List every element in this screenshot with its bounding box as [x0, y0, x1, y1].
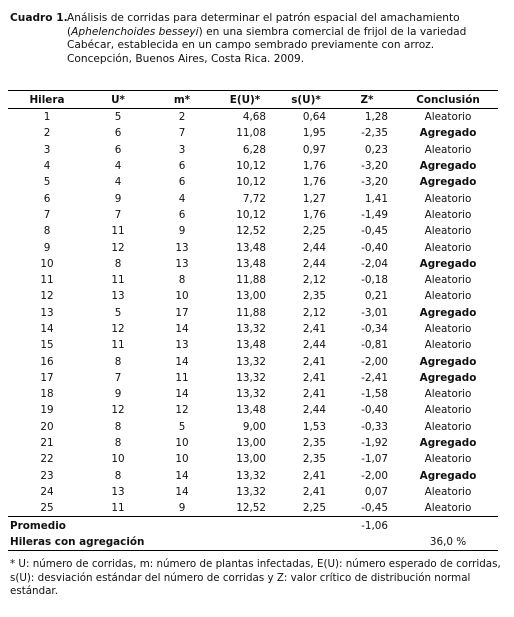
cell-conclusion: Aleatorio [424, 111, 472, 124]
cell-m: 8 [178, 274, 186, 287]
table-row [8, 435, 498, 451]
cell-su: 2,12 [302, 306, 326, 319]
cell-conclusion: Agregado [419, 176, 477, 189]
cell-eu: 12,52 [236, 225, 266, 238]
cell-su: 2,44 [302, 404, 326, 417]
cell-eu: 12,52 [236, 502, 266, 515]
cell-u: 5 [114, 111, 122, 124]
cell-z: -2,41 [361, 371, 388, 384]
cell-su: 2,44 [302, 241, 326, 254]
cell-su: 1,76 [302, 208, 326, 221]
cell-m: 3 [178, 143, 186, 156]
cell-su: 0,97 [302, 143, 326, 156]
table-body [8, 109, 498, 551]
cell-eu: 13,48 [236, 241, 266, 254]
cell-eu: 10,12 [236, 208, 266, 221]
cell-z: -0,40 [361, 241, 388, 254]
cell-u: 11 [111, 274, 125, 287]
cell-conclusion: Agregado [419, 371, 477, 384]
table-row [8, 484, 498, 500]
cell-su: 1,76 [302, 176, 326, 189]
cell-eu: 10,12 [236, 176, 266, 189]
cell-m: 7 [178, 127, 186, 140]
cell-hilera: 19 [40, 404, 54, 417]
cell-z: -0,81 [361, 339, 388, 352]
cell-conclusion: Aleatorio [424, 208, 472, 221]
table-row [8, 239, 498, 255]
cell-z: -0,45 [361, 502, 388, 515]
cell-hilera: 24 [40, 485, 54, 498]
table-row [8, 402, 498, 418]
table-row [8, 174, 498, 190]
cell-conclusion: Aleatorio [424, 192, 472, 205]
table-row [8, 158, 498, 174]
cell-m: 14 [175, 323, 189, 335]
table-row [8, 109, 498, 126]
cell-hilera: 4 [43, 160, 51, 173]
cell-m: 14 [175, 388, 189, 401]
cell-m: 13 [175, 339, 189, 352]
cell-conclusion: Aleatorio [424, 388, 472, 401]
caption-label: Cuadro 1. [10, 12, 68, 24]
cell-eu: 6,28 [242, 143, 266, 156]
cell-hilera: 9 [43, 241, 51, 254]
cell-hilera: 23 [40, 469, 54, 482]
table-header-row [8, 91, 498, 109]
cell-z: -1,92 [361, 437, 388, 450]
cell-m: 9 [178, 502, 186, 515]
cell-m: 13 [175, 241, 189, 254]
cell-eu: 13,00 [236, 437, 266, 450]
cell-su: 2,41 [302, 355, 326, 368]
cell-z: -1,58 [361, 388, 388, 401]
header-conclusion: Conclusión [398, 91, 498, 109]
table-row [8, 370, 498, 386]
cell-eu: 13,32 [236, 355, 266, 368]
cell-u: 6 [114, 127, 122, 140]
cell-hilera: 1 [43, 111, 51, 124]
cell-z: -0,33 [361, 420, 388, 433]
cell-su: 2,41 [302, 469, 326, 482]
cell-eu: 13,48 [236, 339, 266, 352]
table-row [8, 288, 498, 304]
cell-eu: 11,88 [236, 274, 266, 287]
cell-z: -0,18 [361, 274, 388, 287]
cell-m: 9 [178, 225, 186, 238]
cell-su: 2,41 [302, 485, 326, 498]
cell-u: 4 [114, 176, 122, 189]
cell-z: -0,45 [361, 225, 388, 238]
cell-hilera: 16 [40, 355, 54, 368]
header-m: m* [150, 91, 214, 109]
cell-u: 8 [114, 469, 122, 482]
cell-su: 2,12 [302, 274, 326, 287]
cell-su: 2,35 [302, 453, 326, 466]
header-z: Z* [336, 91, 398, 109]
cell-su: 2,44 [302, 257, 326, 270]
cell-conclusion: Aleatorio [424, 404, 472, 417]
cell-z: -2,00 [361, 355, 388, 368]
cell-eu: 13,32 [236, 388, 266, 401]
table-row [8, 207, 498, 223]
header-u: U* [86, 91, 150, 109]
cell-m: 6 [178, 208, 186, 221]
cell-u: 8 [114, 257, 122, 270]
promedio-row [8, 517, 498, 534]
cell-hilera: 6 [43, 192, 51, 205]
cell-conclusion: Aleatorio [424, 225, 472, 238]
cell-m: 12 [175, 404, 189, 417]
cell-z: -0,40 [361, 404, 388, 417]
cell-u: 13 [111, 290, 125, 303]
cell-conclusion: Agregado [419, 437, 477, 450]
table-row [8, 386, 498, 402]
cell-eu: 11,08 [236, 127, 266, 140]
cell-su: 2,25 [302, 225, 326, 238]
cell-z: -2,00 [361, 469, 388, 482]
cell-conclusion: Aleatorio [424, 502, 472, 515]
table-row [8, 353, 498, 369]
cell-z: 0,23 [364, 143, 388, 156]
cell-u: 11 [111, 502, 125, 515]
cell-eu: 13,32 [236, 485, 266, 498]
cell-hilera: 22 [40, 453, 54, 466]
cell-hilera: 11 [40, 274, 54, 287]
cell-conclusion: Agregado [419, 355, 477, 368]
cell-m: 2 [178, 111, 186, 124]
cell-z: -3,20 [361, 176, 388, 189]
cell-m: 10 [175, 453, 189, 466]
cell-su: 2,41 [302, 323, 326, 335]
cell-su: 2,35 [302, 290, 326, 303]
cell-u: 13 [111, 485, 125, 498]
table-row [8, 468, 498, 484]
cell-eu: 4,68 [242, 111, 266, 124]
cell-m: 6 [178, 160, 186, 173]
cell-hilera: 8 [43, 225, 51, 238]
cell-z: -3,01 [361, 306, 388, 319]
promedio-label: Promedio [8, 517, 150, 534]
cell-u: 12 [111, 241, 125, 254]
cell-eu: 13,32 [236, 371, 266, 384]
table-row [8, 419, 498, 435]
table-row [8, 337, 498, 353]
cell-hilera: 25 [40, 502, 54, 515]
cell-z: 0,07 [364, 485, 388, 498]
cell-hilera: 20 [40, 420, 54, 433]
cell-eu: 11,88 [236, 306, 266, 319]
cell-hilera: 21 [40, 437, 54, 450]
table-row [8, 500, 498, 517]
cell-conclusion: Agregado [419, 469, 477, 482]
cell-eu: 13,32 [236, 323, 266, 335]
table-row [8, 272, 498, 288]
cell-u: 7 [114, 208, 122, 221]
cell-u: 9 [114, 388, 122, 401]
cell-su: 0,64 [302, 111, 326, 124]
cell-conclusion: Aleatorio [424, 290, 472, 303]
cell-eu: 13,32 [236, 469, 266, 482]
cell-su: 2,44 [302, 339, 326, 352]
cell-u: 11 [111, 225, 125, 238]
promedio-z: -1,06 [336, 517, 398, 534]
cell-m: 4 [178, 192, 186, 205]
cell-u: 5 [114, 306, 122, 319]
cell-hilera: 14 [40, 323, 54, 335]
cell-u: 9 [114, 192, 122, 205]
table-row [8, 451, 498, 467]
cell-m: 10 [175, 437, 189, 450]
cell-m: 14 [175, 355, 189, 368]
cell-z: -2,35 [361, 127, 388, 140]
cell-su: 1,76 [302, 160, 326, 173]
cell-u: 6 [114, 143, 122, 156]
cell-conclusion: Agregado [419, 306, 477, 319]
cell-u: 12 [111, 323, 125, 335]
cell-u: 11 [111, 339, 125, 352]
cell-eu: 7,72 [242, 192, 266, 205]
cell-z: 1,28 [364, 111, 388, 124]
cell-eu: 13,00 [236, 290, 266, 303]
cell-conclusion: Aleatorio [424, 241, 472, 254]
cell-hilera: 17 [40, 371, 54, 384]
cell-su: 2,41 [302, 371, 326, 384]
cell-m: 17 [175, 306, 189, 319]
cell-z: -3,20 [361, 160, 388, 173]
cell-conclusion: Aleatorio [424, 485, 472, 498]
cell-eu: 13,00 [236, 453, 266, 466]
footnote: * U: número de corridas, m: número de plantas infectadas, E(U): número esperado de corridas, s(U): desviación estándar del número de corridas y Z: valor crítico de distribución normal estándar. [10, 558, 501, 598]
agregacion-value: 36,0 % [398, 534, 498, 551]
cell-m: 14 [175, 469, 189, 482]
caption-text: Análisis de corridas para determinar el patrón espacial del amachamiento (Aphelenchoides besseyi) en una siembra comercial de frijol de la variedad Cabécar, establecida en un campo sembrado previamente con arroz. Concepción, Buenos Aires, Costa Rica. 2009. [67, 12, 467, 65]
table-row [8, 256, 498, 272]
cell-z: 1,41 [364, 192, 388, 205]
cell-su: 1,53 [302, 420, 326, 433]
cell-u: 4 [114, 160, 122, 173]
species-name: Aphelenchoides besseyi [71, 25, 199, 38]
cell-eu: 13,48 [236, 404, 266, 417]
cell-z: -2,04 [361, 257, 388, 270]
cell-conclusion: Aleatorio [424, 420, 472, 433]
table-row [8, 305, 498, 321]
cell-conclusion: Aleatorio [424, 323, 472, 335]
header-su: s(U)* [276, 91, 336, 109]
cell-conclusion: Aleatorio [424, 143, 472, 156]
cell-m: 14 [175, 485, 189, 498]
table-row [8, 142, 498, 158]
cell-u: 8 [114, 355, 122, 368]
cell-u: 8 [114, 437, 122, 450]
cell-conclusion: Aleatorio [424, 339, 472, 352]
cell-z: 0,21 [364, 290, 388, 303]
cell-su: 1,95 [302, 127, 326, 140]
cell-m: 6 [178, 176, 186, 189]
cell-hilera: 13 [40, 306, 54, 319]
cell-hilera: 7 [43, 208, 51, 221]
cell-su: 2,35 [302, 437, 326, 450]
cell-hilera: 12 [40, 290, 54, 303]
cell-u: 10 [111, 453, 125, 466]
cell-hilera: 3 [43, 143, 51, 156]
table-row [8, 125, 498, 141]
table-row [8, 223, 498, 239]
cell-eu: 10,12 [236, 160, 266, 173]
cell-su: 2,41 [302, 388, 326, 401]
cell-u: 7 [114, 371, 122, 384]
cell-hilera: 5 [43, 176, 51, 189]
cell-su: 1,27 [302, 192, 326, 205]
cell-conclusion: Agregado [419, 257, 477, 270]
header-eu: E(U)* [214, 91, 276, 109]
cell-m: 11 [175, 371, 189, 384]
cell-m: 5 [178, 420, 186, 433]
cell-eu: 13,48 [236, 257, 266, 270]
agregacion-label: Hileras con agregación [8, 534, 276, 551]
cell-conclusion: Agregado [419, 127, 477, 140]
cell-hilera: 2 [43, 127, 51, 140]
cell-m: 13 [175, 257, 189, 270]
table-row [8, 321, 498, 337]
cell-hilera: 18 [40, 388, 54, 401]
table-row [8, 190, 498, 206]
cell-conclusion: Agregado [419, 160, 477, 173]
header-hilera: Hilera [8, 91, 86, 109]
cell-m: 10 [175, 290, 189, 303]
cell-z: -1,49 [361, 208, 388, 221]
cell-u: 12 [111, 404, 125, 417]
runs-analysis-table [8, 90, 498, 551]
cell-z: -1,07 [361, 453, 388, 466]
cell-su: 2,25 [302, 502, 326, 515]
cell-z: -0,34 [361, 323, 388, 335]
table-caption [10, 12, 500, 66]
cell-eu: 9,00 [242, 420, 266, 433]
cell-hilera: 15 [40, 339, 54, 352]
cell-u: 8 [114, 420, 122, 433]
cell-conclusion: Aleatorio [424, 453, 472, 466]
cell-hilera: 10 [40, 257, 54, 270]
agregacion-row [8, 534, 498, 551]
cell-conclusion: Aleatorio [424, 274, 472, 287]
